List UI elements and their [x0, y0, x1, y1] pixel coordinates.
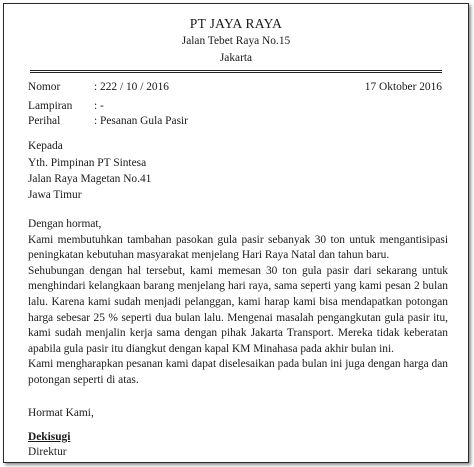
- signer-name: Dekisugi: [28, 431, 71, 443]
- company-address: Jalan Tebet Raya No.15: [181, 35, 291, 47]
- perihal-row: [28, 114, 188, 130]
- paragraph-1: Kami membutuhkan tambahan pasokan gula pasir sebanyak 30 ton untuk mengantisipasi peningkatan kebutuhan masyarakat menjelang Hari Raya Natal dan tahun baru.: [28, 233, 448, 262]
- nomor-value: : 222 / 10 / 2016: [94, 81, 169, 93]
- perihal-label: Perihal: [28, 115, 61, 127]
- recipient-name: Yth. Pimpinan PT Sintesa: [28, 157, 147, 169]
- salutation: Dengan hormat,: [28, 218, 102, 230]
- letterhead-rule-bottom: [30, 72, 442, 73]
- recipient-street: Jalan Raya Magetan No.41: [28, 173, 152, 185]
- recipient-region: Jawa Timur: [28, 189, 82, 201]
- paragraph-2: Sehubungan dengan hal tersebut, kami memesan 30 ton gula pasir dari sekarang untuk menghindari kelangkaan barang menjelang hari raya, sama seperti yang kami pesan 2 bulan lalu. Karena kami sudah menjadi pelanggan, kami harap kami bisa mendapatkan potongan harga sebesar 25 % seperti dua bulan lalu. Mengenai masalah pengangkutan gula pasir itu, kami sudah menjalin kerja sama dengan pihak Jakarta Transport. Mereka tidak keberatan apabila gula pasir itu diangkut dengan kapal KM Minahasa pada akhir bulan ini.: [28, 264, 448, 355]
- signer-title: Direktur: [28, 446, 67, 458]
- lampiran-value: : -: [94, 100, 104, 112]
- lampiran-row: [28, 99, 104, 115]
- company-name: PT JAYA RAYA: [189, 16, 283, 31]
- letter-page: [3, 3, 469, 463]
- letterhead-rule-top: [30, 70, 442, 71]
- lampiran-label: Lampiran: [28, 100, 73, 112]
- letter-date: 17 Oktober 2016: [364, 81, 442, 93]
- company-city: Jakarta: [219, 52, 253, 64]
- closing-regards: Hormat Kami,: [28, 407, 94, 419]
- nomor-label: Nomor: [28, 81, 61, 93]
- letter-body: [28, 217, 448, 389]
- perihal-value: : Pesanan Gula Pasir: [94, 115, 188, 127]
- recipient-kepada: Kepada: [28, 140, 63, 152]
- paragraph-3: Kami mengharapkan pesanan kami dapat diselesaikan pada bulan ini juga dengan harga dan potongan seperti di atas.: [28, 358, 448, 386]
- nomor-row: [28, 80, 169, 96]
